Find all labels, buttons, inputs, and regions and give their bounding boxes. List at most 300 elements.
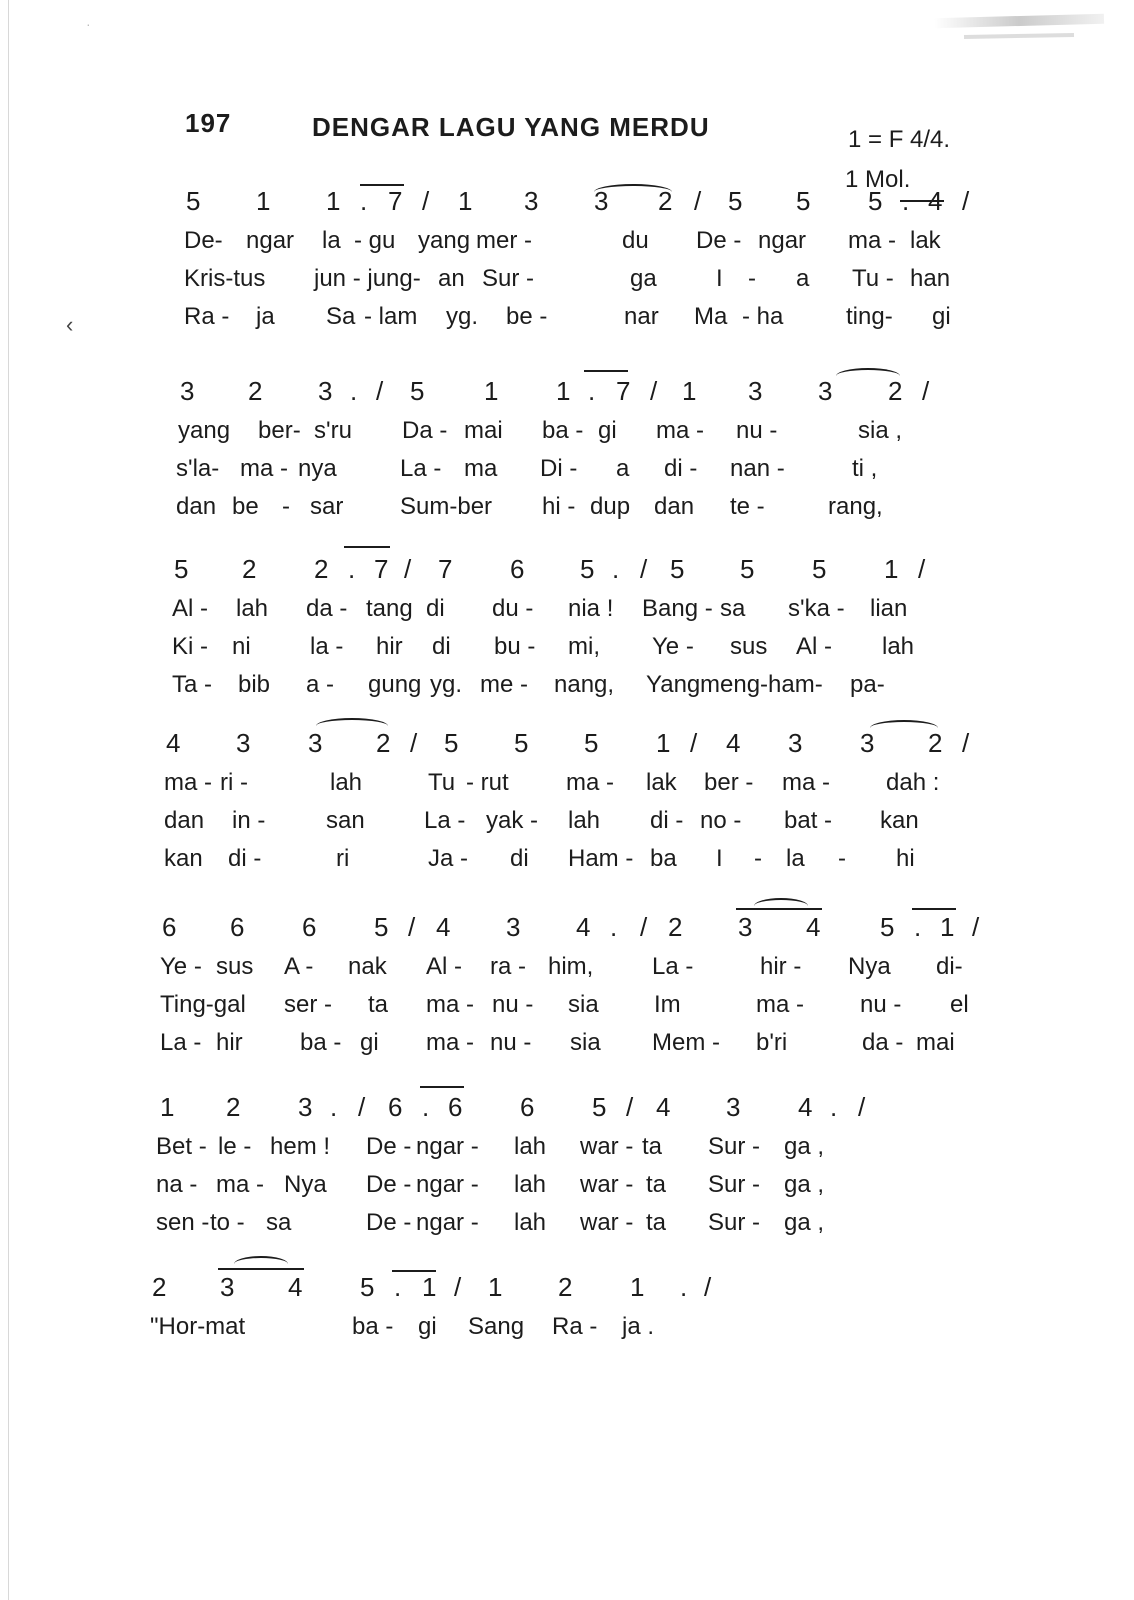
syllable: war - <box>580 1209 634 1236</box>
syllable: lah <box>236 595 269 622</box>
syllable: sa <box>720 595 746 622</box>
syllable: Ra - <box>184 303 230 330</box>
dot: . <box>588 376 596 406</box>
lyric-line <box>160 1024 1000 1062</box>
syllable: yak - <box>486 807 539 834</box>
note: 5 <box>584 728 599 758</box>
syllable: a <box>796 265 810 292</box>
lyric-line <box>170 260 1000 298</box>
note-line <box>170 370 1000 412</box>
lyric-line <box>156 1204 1000 1242</box>
syllable: ja <box>256 303 275 330</box>
syllable: ga <box>630 265 657 292</box>
note: 5 <box>174 554 189 584</box>
syllable: ta <box>646 1209 667 1236</box>
syllable: I <box>716 265 723 292</box>
lyric-line <box>170 488 1000 526</box>
note: 3 <box>738 912 753 942</box>
syllable: La - <box>652 953 694 980</box>
note: 4 <box>806 912 821 942</box>
syllable: A - <box>284 953 314 980</box>
bar-line: / <box>694 186 702 216</box>
note: 3 <box>180 376 195 406</box>
bar-line: / <box>454 1272 462 1302</box>
bar-line: / <box>650 376 658 406</box>
syllable: ri - <box>220 769 248 796</box>
syllable: war - <box>580 1133 634 1160</box>
note: 6 <box>448 1092 463 1122</box>
syllable: war - <box>580 1171 634 1198</box>
syllable: be - <box>506 303 548 330</box>
syllable: ma - <box>164 769 212 796</box>
note: 5 <box>670 554 685 584</box>
syllable: Bang - <box>642 595 713 622</box>
syllable: nak <box>348 953 387 980</box>
syllable: yang <box>418 227 471 254</box>
beam-line <box>584 370 628 372</box>
note: 2 <box>558 1272 573 1302</box>
syllable: hi - <box>542 493 576 520</box>
note: 6 <box>230 912 245 942</box>
note: 1 <box>488 1272 503 1302</box>
note: 2 <box>242 554 257 584</box>
note: 4 <box>798 1092 813 1122</box>
syllable: Sur - <box>708 1133 761 1160</box>
syllable: b'ri <box>756 1029 788 1056</box>
syllable: lah <box>514 1133 547 1160</box>
note: 3 <box>220 1272 235 1302</box>
note: 7 <box>616 376 631 406</box>
note: 5 <box>740 554 755 584</box>
dot: . <box>612 554 620 584</box>
note: 6 <box>302 912 317 942</box>
bar-line: / <box>704 1272 712 1302</box>
syllable: Kris-tus <box>184 265 266 292</box>
syllable: ri <box>336 845 350 872</box>
note: 1 <box>940 912 955 942</box>
syllable: ber- <box>258 417 301 444</box>
syllable: ga , <box>784 1209 825 1236</box>
syllable: yg. <box>430 671 463 698</box>
syllable: ba - <box>542 417 584 444</box>
syllable: rang, <box>828 493 883 520</box>
note: 2 <box>668 912 683 942</box>
bar-line: / <box>972 912 980 942</box>
syllable: a - <box>306 671 335 698</box>
dot: . <box>348 554 356 584</box>
syllable: me - <box>480 671 528 698</box>
notation-system <box>170 370 1000 526</box>
syllable: La - <box>424 807 466 834</box>
syllable: el <box>950 991 969 1018</box>
syllable: sus <box>730 633 768 660</box>
note: 2 <box>226 1092 241 1122</box>
bar-line: / <box>626 1092 634 1122</box>
note: 7 <box>388 186 403 216</box>
syllable: ma - <box>566 769 614 796</box>
note: 6 <box>388 1092 403 1122</box>
note-line <box>160 1086 1000 1128</box>
syllable: Sur - <box>708 1209 761 1236</box>
note: 5 <box>410 376 425 406</box>
note: 2 <box>888 376 903 406</box>
lyric-line <box>164 802 1000 840</box>
note: 5 <box>514 728 529 758</box>
syllable: le - <box>218 1133 252 1160</box>
bar-line: / <box>858 1092 866 1122</box>
note: 5 <box>374 912 389 942</box>
lyric-line <box>164 840 1000 878</box>
syllable: ma - <box>426 991 474 1018</box>
dot: . <box>914 912 922 942</box>
syllable: De- <box>184 227 223 254</box>
syllable: s'ru <box>314 417 352 444</box>
syllable: ngar - <box>416 1171 479 1198</box>
note: 4 <box>166 728 181 758</box>
beam-line <box>420 1086 464 1088</box>
syllable: sia <box>568 991 599 1018</box>
note: 2 <box>248 376 263 406</box>
beam-line <box>344 546 390 548</box>
lyric-line <box>156 1166 1000 1204</box>
syllable: Yang <box>646 671 701 698</box>
syllable: bat - <box>784 807 833 834</box>
slur-arc <box>754 898 808 914</box>
bar-line: / <box>408 912 416 942</box>
dot: . <box>610 912 618 942</box>
slur-arc <box>836 368 900 384</box>
bar-line: / <box>358 1092 366 1122</box>
note: 2 <box>152 1272 167 1302</box>
syllable: ni <box>232 633 251 660</box>
syllable: tang <box>366 595 413 622</box>
note: 5 <box>580 554 595 584</box>
syllable: du - <box>492 595 534 622</box>
note: 2 <box>928 728 943 758</box>
note: 4 <box>726 728 741 758</box>
syllable: mi, <box>568 633 600 660</box>
note: 5 <box>812 554 827 584</box>
note: 5 <box>186 186 201 216</box>
syllable: jun - jung- <box>314 265 421 292</box>
syllable: nu - <box>490 1029 532 1056</box>
syllable: ber - <box>704 769 754 796</box>
slur-arc <box>316 718 388 734</box>
syllable: ga , <box>784 1171 825 1198</box>
syllable: gi <box>932 303 951 330</box>
syllable: mai <box>916 1029 955 1056</box>
syllable: ma - <box>426 1029 474 1056</box>
note: 2 <box>314 554 329 584</box>
syllable: Sur - <box>482 265 535 292</box>
syllable: dan <box>176 493 217 520</box>
syllable: - <box>838 845 846 872</box>
bar-line: / <box>640 912 648 942</box>
syllable: sia <box>570 1029 601 1056</box>
syllable: lak <box>910 227 941 254</box>
syllable: du <box>622 227 649 254</box>
syllable: Nya <box>848 953 891 980</box>
note: 3 <box>236 728 251 758</box>
note: 1 <box>682 376 697 406</box>
bar-line: / <box>962 186 970 216</box>
syllable: ta <box>642 1133 663 1160</box>
syllable: nar <box>624 303 659 330</box>
syllable: - ha <box>742 303 784 330</box>
bar-line: / <box>918 554 926 584</box>
syllable: s'ka - <box>788 595 845 622</box>
syllable: nu - <box>736 417 778 444</box>
slur-arc <box>234 1256 288 1272</box>
bar-line: / <box>376 376 384 406</box>
note: 3 <box>748 376 763 406</box>
bar-line: / <box>410 728 418 758</box>
syllable: - <box>748 265 756 292</box>
dot: . <box>360 186 368 216</box>
syllable: Nya <box>284 1171 327 1198</box>
syllable: De - <box>366 1209 412 1236</box>
note-line <box>170 548 1000 590</box>
syllable: La - <box>160 1029 202 1056</box>
syllable: hir <box>376 633 403 660</box>
note: 1 <box>256 186 271 216</box>
syllable: bib <box>238 671 271 698</box>
note: 1 <box>326 186 341 216</box>
syllable: in - <box>232 807 266 834</box>
syllable: ma - <box>756 991 804 1018</box>
syllable: lah <box>568 807 601 834</box>
syllable: nan - <box>730 455 785 482</box>
lyric-line <box>160 948 1000 986</box>
note: 4 <box>656 1092 671 1122</box>
syllable: lah <box>882 633 915 660</box>
mode-indicator: 1 Mol. <box>845 166 911 193</box>
note: 7 <box>374 554 389 584</box>
syllable: Sang <box>468 1313 525 1340</box>
syllable: s'la- <box>176 455 220 482</box>
syllable: ba - <box>352 1313 394 1340</box>
note: 1 <box>484 376 499 406</box>
syllable: a <box>616 455 630 482</box>
syllable: ma <box>464 455 498 482</box>
syllable: Ta - <box>172 671 213 698</box>
lyric-line <box>170 412 1000 450</box>
lyric-line <box>170 298 1000 336</box>
syllable: gi <box>598 417 617 444</box>
note: 1 <box>422 1272 437 1302</box>
note: 5 <box>796 186 811 216</box>
notation-system <box>156 1086 1000 1242</box>
lyric-line <box>170 450 1000 488</box>
syllable: Im <box>654 991 681 1018</box>
note: 3 <box>506 912 521 942</box>
syllable: - <box>754 845 762 872</box>
note: 3 <box>594 186 609 216</box>
syllable: Ting-gal <box>160 991 246 1018</box>
syllable: nia ! <box>568 595 614 622</box>
syllable: di <box>510 845 529 872</box>
syllable: - <box>282 493 290 520</box>
syllable: mai <box>464 417 503 444</box>
syllable: ma - <box>782 769 830 796</box>
syllable: bu - <box>494 633 536 660</box>
notation-system <box>164 722 1000 878</box>
dot: . <box>350 376 358 406</box>
syllable: ting- <box>846 303 893 330</box>
syllable: De - <box>696 227 742 254</box>
syllable: ma - <box>216 1171 264 1198</box>
syllable: di <box>426 595 445 622</box>
syllable: Mem - <box>652 1029 720 1056</box>
lyric-line <box>164 764 1000 802</box>
syllable: ngar <box>758 227 807 254</box>
note-line <box>162 906 1000 948</box>
syllable: Sum-ber <box>400 493 493 520</box>
note: 3 <box>818 376 833 406</box>
syllable: no - <box>700 807 742 834</box>
syllable: ngar - <box>416 1133 479 1160</box>
syllable: dan <box>164 807 205 834</box>
notation-system <box>170 180 1000 336</box>
syllable: nu - <box>492 991 534 1018</box>
bar-line: / <box>422 186 430 216</box>
note: 6 <box>162 912 177 942</box>
syllable: di - <box>650 807 684 834</box>
syllable: te - <box>730 493 765 520</box>
syllable: ta <box>368 991 389 1018</box>
beam-line <box>392 1270 436 1272</box>
syllable: di <box>432 633 451 660</box>
syllable: Ma <box>694 303 728 330</box>
syllable: an <box>438 265 465 292</box>
bar-line: / <box>404 554 412 584</box>
scan-smudge <box>934 14 1104 28</box>
syllable: ti , <box>852 455 878 482</box>
syllable: la - <box>310 633 344 660</box>
note: 6 <box>520 1092 535 1122</box>
note: 7 <box>438 554 453 584</box>
note: 5 <box>592 1092 607 1122</box>
note: 1 <box>656 728 671 758</box>
note: 1 <box>556 376 571 406</box>
syllable: han <box>910 265 951 292</box>
syllable: Sa <box>326 303 356 330</box>
note: 3 <box>524 186 539 216</box>
slur-arc <box>594 184 672 200</box>
syllable: ngar - <box>416 1209 479 1236</box>
lyric-line <box>156 1128 1000 1166</box>
beam-line <box>912 908 956 910</box>
syllable: ga , <box>784 1133 825 1160</box>
syllable: di - <box>228 845 262 872</box>
syllable: hir <box>216 1029 243 1056</box>
note: 4 <box>288 1272 303 1302</box>
syllable: nang, <box>554 671 615 698</box>
key-signature: 1 = F 4/4. <box>848 126 951 153</box>
note: 3 <box>860 728 875 758</box>
syllable: da - <box>306 595 348 622</box>
syllable: lak <box>646 769 677 796</box>
syllable: La - <box>400 455 442 482</box>
syllable: dah : <box>886 769 940 796</box>
note: 5 <box>880 912 895 942</box>
syllable: da - <box>862 1029 904 1056</box>
dot: . <box>680 1272 688 1302</box>
note: 1 <box>630 1272 645 1302</box>
syllable: Di - <box>540 455 578 482</box>
syllable: Bet - <box>156 1133 207 1160</box>
syllable: kan <box>880 807 919 834</box>
note: 3 <box>318 376 333 406</box>
bar-line: / <box>922 376 930 406</box>
syllable: sa <box>266 1209 292 1236</box>
syllable: I <box>716 845 723 872</box>
syllable: Tu <box>428 769 456 796</box>
syllable: De - <box>366 1133 412 1160</box>
dot: . <box>830 1092 838 1122</box>
note: 1 <box>160 1092 175 1122</box>
notation-system <box>170 548 1000 704</box>
syllable: ma - <box>848 227 896 254</box>
note-line <box>170 180 1000 222</box>
syllable: na - <box>156 1171 198 1198</box>
syllable: dan <box>654 493 695 520</box>
beam-line <box>900 200 944 202</box>
note: 5 <box>444 728 459 758</box>
syllable: sus <box>216 953 254 980</box>
note: 5 <box>868 186 883 216</box>
syllable: sar <box>310 493 344 520</box>
note: 3 <box>726 1092 741 1122</box>
syllable: la <box>322 227 341 254</box>
syllable: gi <box>418 1313 437 1340</box>
note: 4 <box>576 912 591 942</box>
syllable: ser - <box>284 991 332 1018</box>
scan-smudge <box>964 33 1074 39</box>
syllable: De - <box>366 1171 412 1198</box>
syllable: - gu <box>354 227 396 254</box>
notation-system <box>160 906 1000 1062</box>
dot: . <box>422 1092 430 1122</box>
note: 2 <box>376 728 391 758</box>
note: 3 <box>788 728 803 758</box>
syllable: gi <box>360 1029 379 1056</box>
syllable: mer - <box>476 227 532 254</box>
syllable: hi <box>896 845 915 872</box>
syllable: di- <box>936 953 963 980</box>
syllable: lah <box>514 1209 547 1236</box>
syllable: him, <box>548 953 594 980</box>
syllable: Da - <box>402 417 448 444</box>
notation-system <box>150 1266 1000 1346</box>
lyric-line <box>160 986 1000 1024</box>
syllable: ma - <box>240 455 288 482</box>
syllable: - lam <box>364 303 418 330</box>
syllable: "Hor-mat <box>150 1313 246 1340</box>
syllable: Ki - <box>172 633 208 660</box>
syllable: Tu - <box>852 265 894 292</box>
lyric-line <box>170 590 1000 628</box>
syllable: Al - <box>796 633 832 660</box>
scan-left-edge <box>8 0 9 1600</box>
note-line <box>166 722 1000 764</box>
syllable: pa- <box>850 671 885 698</box>
syllable: yg. <box>446 303 479 330</box>
note: 3 <box>298 1092 313 1122</box>
dot: . <box>330 1092 338 1122</box>
syllable: yang <box>178 417 231 444</box>
slur-arc <box>870 720 938 736</box>
